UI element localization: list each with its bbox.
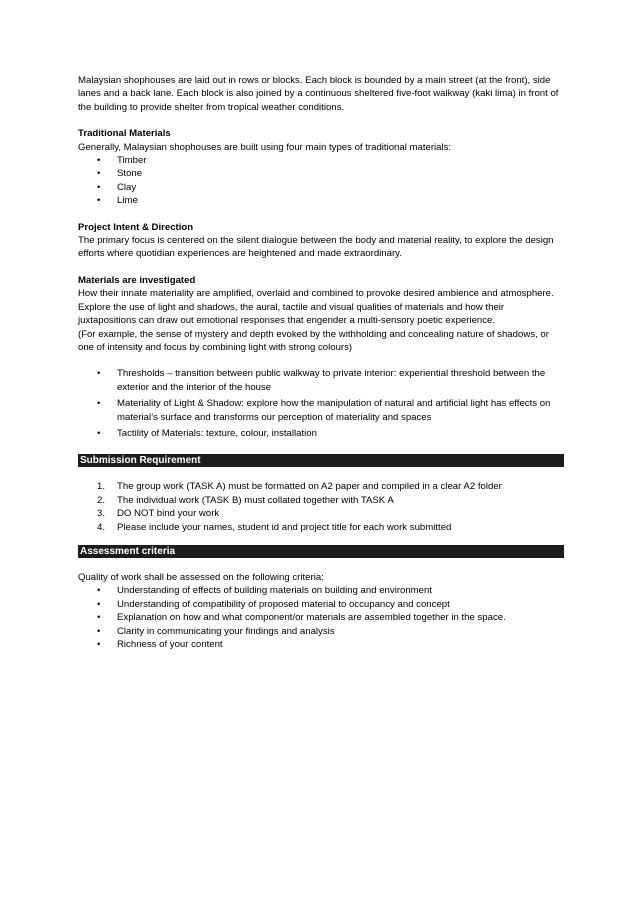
traditional-materials-list — [78, 154, 564, 208]
list-item: • Understanding of effects of building materials on building and environment — [78, 584, 564, 597]
traditional-materials-heading: Traditional Materials — [78, 128, 171, 140]
item-number: 3. — [97, 508, 106, 520]
submission-requirement-heading: Submission Requirement — [78, 454, 564, 467]
item-text: The individual work (TASK B) must collated together with TASK A — [117, 494, 394, 506]
list-item — [78, 494, 564, 507]
list-item: • Lime — [78, 194, 564, 207]
item-number: 4. — [97, 521, 106, 533]
item-number: 1. — [97, 481, 106, 493]
list-item — [78, 507, 564, 520]
materials-investigated-heading: Materials are investigated — [78, 274, 196, 286]
item-number: 2. — [97, 494, 106, 506]
list-item: • Explanation on how and what component/or materials are assembled together in the space. — [78, 611, 564, 624]
assessment-text: Quality of work shall be assessed on the following criteria: — [78, 571, 324, 583]
list-item: • Richness of your content — [78, 638, 564, 651]
list-item: • Stone — [78, 167, 564, 180]
intro-paragraph: Malaysian shophouses are laid out in rows or blocks. Each block is bounded by a main street (at the front), side lanes and a back lane. Each block is also joined by a continuous sheltered five-foot walkway (kaki lima) in front of the building to provide shelter from tropical weather conditions. — [78, 75, 559, 113]
list-item: • Thresholds – transition between public walkway to private interior: experiential threshold between the exterior and the interior of the house — [78, 367, 564, 394]
list-item: • Materiality of Light & Shadow: explore how the manipulation of natural and artificial light has effects on material’s surface and transforms our perception of materiality and spaces — [78, 397, 564, 424]
materials-text-3: (For example, the sense of mystery and depth evoked by the withholding and concealing nature of shadows, or one of intensity and focus by combining light with strong colours) — [78, 328, 549, 353]
list-item — [78, 480, 564, 493]
document-body — [78, 74, 564, 651]
materials-text-1: How their innate materiality are amplified, overlaid and combined to provoke desired ambience and atmosphere. — [78, 288, 554, 300]
materials-list — [78, 367, 564, 440]
list-item: • Understanding of compatibility of proposed material to occupancy and concept — [78, 598, 564, 611]
item-text: DO NOT bind your work — [117, 508, 220, 520]
assessment-criteria-heading: Assessment criteria — [78, 545, 564, 558]
item-text: The group work (TASK A) must be formatted on A2 paper and compiled in a clear A2 folder — [117, 481, 502, 493]
assessment-list — [78, 584, 564, 651]
item-text: Please include your names, student id and project title for each work submitted — [117, 521, 452, 533]
project-intent-text: The primary focus is centered on the silent dialogue between the body and material reality, to explore the design efforts where quotidian experiences are heightened and made extraordinary. — [78, 235, 554, 260]
list-item — [78, 521, 564, 534]
submission-list — [78, 480, 564, 534]
list-item: • Tactility of Materials: texture, colour, installation — [78, 427, 564, 440]
traditional-materials-text: Generally, Malaysian shophouses are built using four main types of traditional materials: — [78, 141, 452, 153]
list-item: • Clay — [78, 181, 564, 194]
project-intent-heading: Project Intent & Direction — [78, 221, 194, 233]
list-item: • Timber — [78, 154, 564, 167]
list-item: • Clarity in communicating your findings and analysis — [78, 625, 564, 638]
materials-text-2: Explore the use of light and shadows, the aural, tactile and visual qualities of materials and how their juxtapositions can draw out emotional responses that engender a multi-sensory poetic experience. — [78, 301, 505, 327]
